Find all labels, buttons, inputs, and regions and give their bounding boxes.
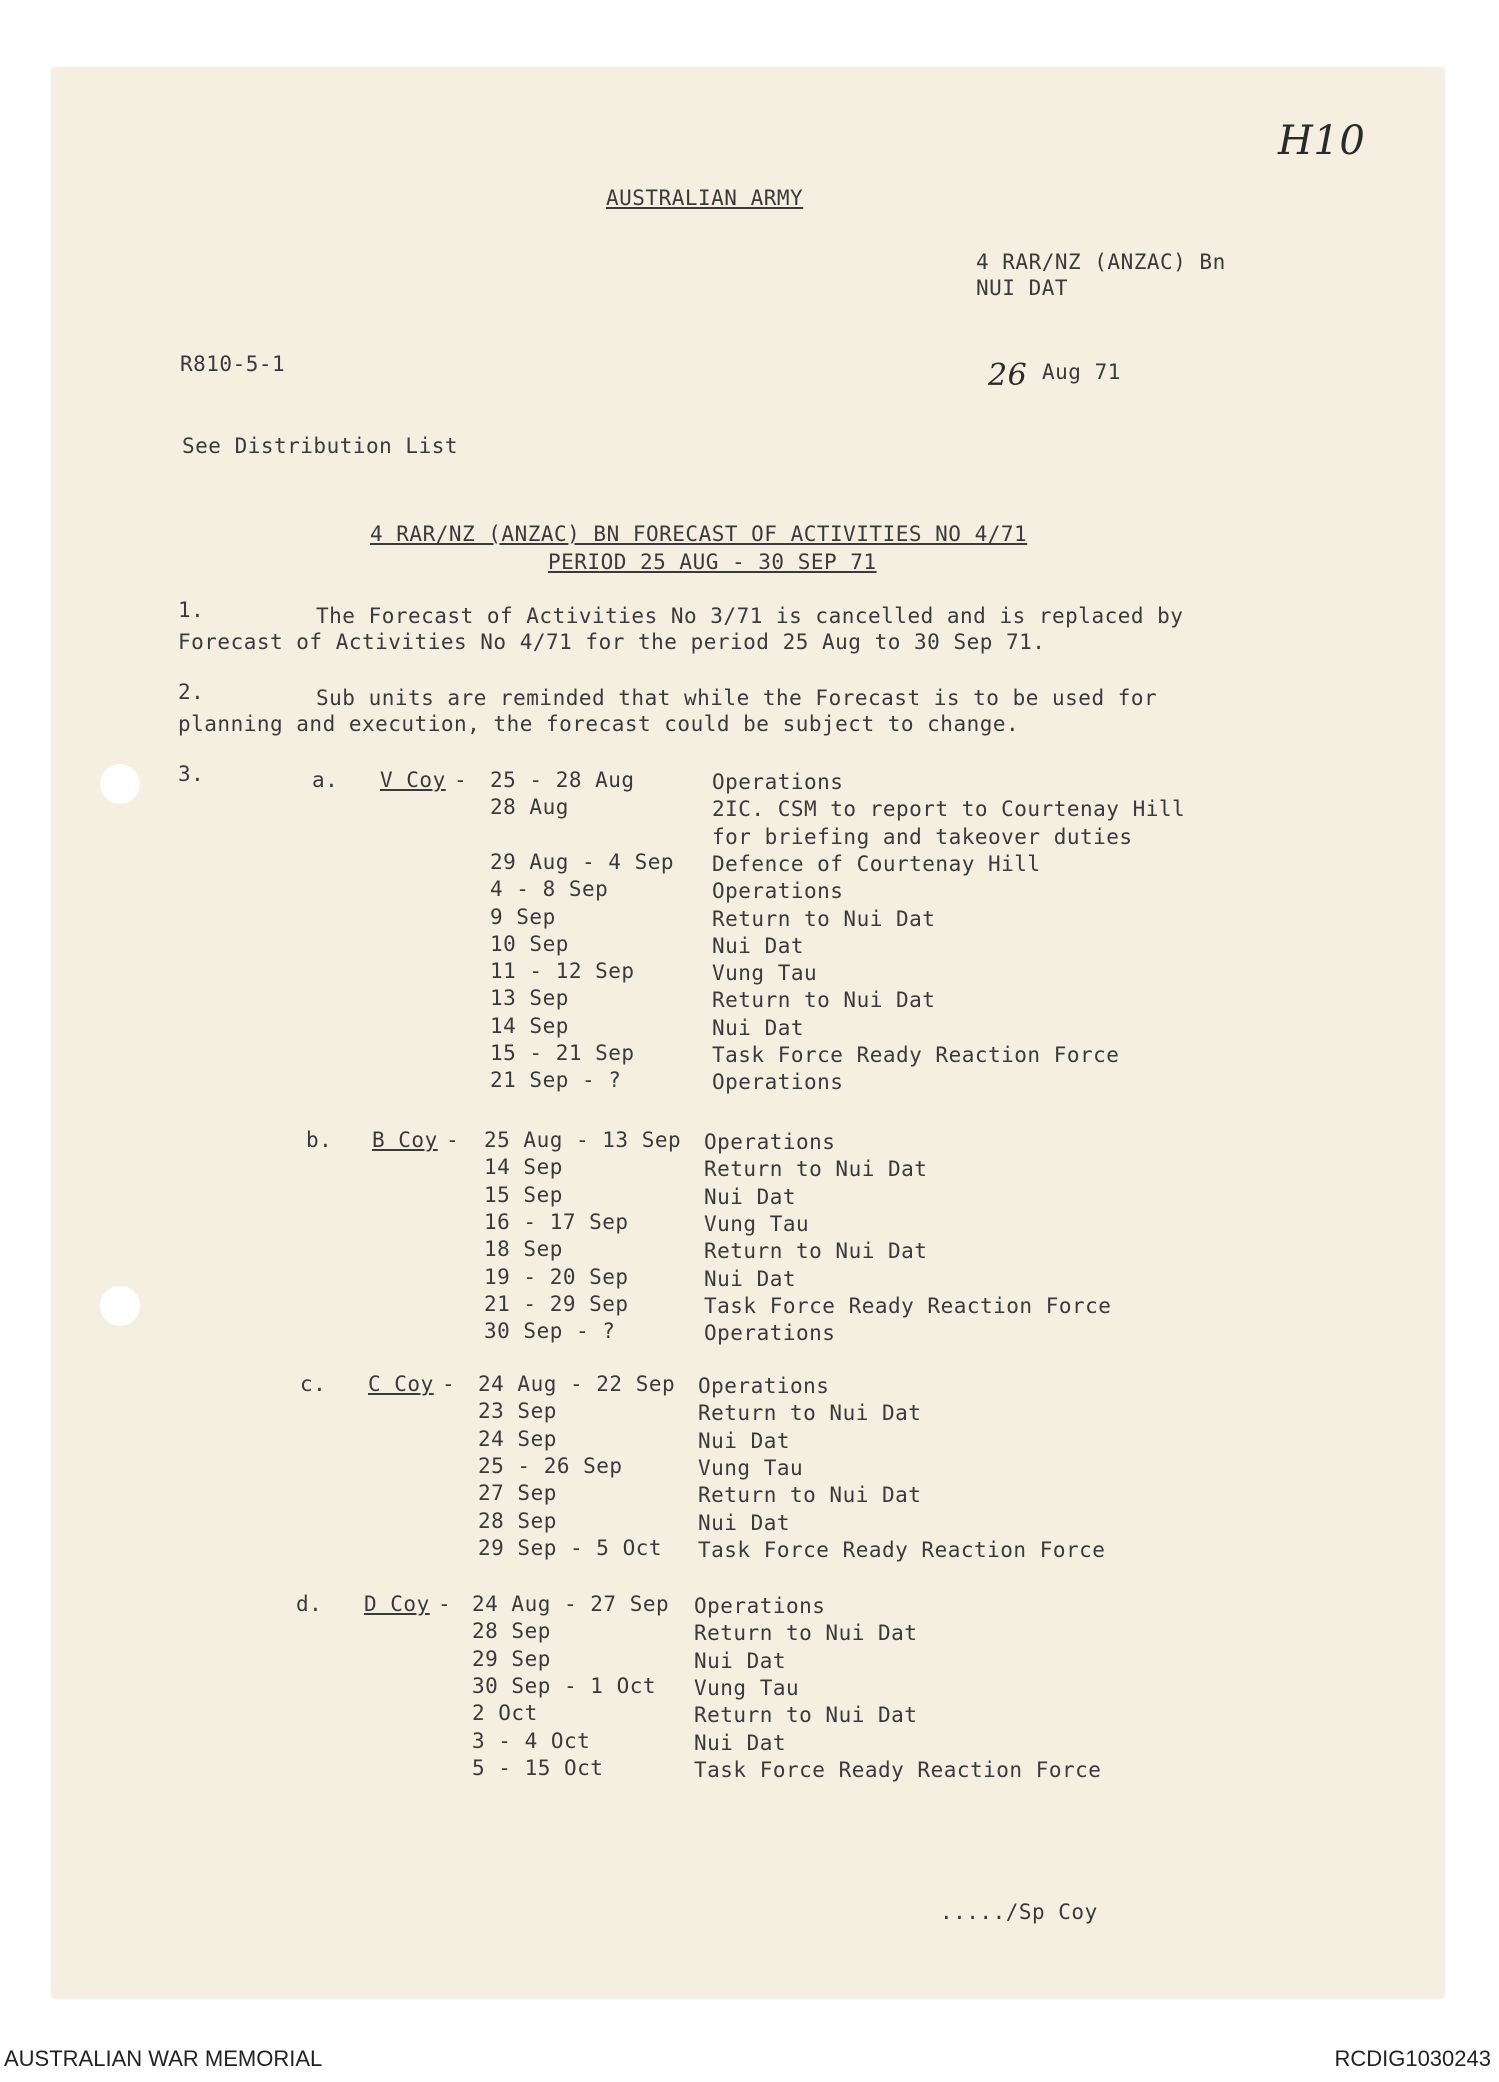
handwritten-reference: H10: [1278, 118, 1366, 164]
schedule-activity: Nui Dat: [694, 1731, 787, 1755]
schedule-activity: Vung Tau: [698, 1456, 804, 1480]
schedule-dates: 24 Sep: [478, 1427, 557, 1451]
schedule-activity: Nui Dat: [704, 1185, 797, 1209]
schedule-dates: 19 - 20 Sep: [484, 1265, 629, 1289]
schedule-dates: 5 - 15 Oct: [472, 1756, 604, 1780]
schedule-dates: 24 Aug - 27 Sep: [472, 1592, 670, 1616]
company-name: B Coy: [372, 1128, 438, 1152]
schedule-activity: Nui Dat: [712, 934, 805, 958]
schedule-activity: Operations: [704, 1321, 836, 1345]
schedule-activity: Nui Dat: [698, 1511, 791, 1535]
schedule-activity: Return to Nui Dat: [694, 1703, 918, 1727]
separator-dash: -: [442, 1372, 456, 1396]
paragraph-line: Forecast of Activities No 4/71 for the period 25 Aug to 30 Sep 71.: [178, 630, 1046, 654]
schedule-dates: 9 Sep: [490, 905, 556, 929]
schedule-activity: Nui Dat: [698, 1429, 791, 1453]
schedule-dates: 25 Aug - 13 Sep: [484, 1128, 682, 1152]
schedule-dates: 3 - 4 Oct: [472, 1729, 591, 1753]
document-period: PERIOD 25 AUG - 30 SEP 71: [548, 550, 877, 574]
schedule-activity: for briefing and takeover duties: [712, 825, 1133, 849]
schedule-activity: Operations: [704, 1130, 836, 1154]
schedule-activity: Vung Tau: [712, 961, 818, 985]
schedule-dates: 14 Sep: [490, 1014, 569, 1038]
org-header: AUSTRALIAN ARMY: [606, 186, 804, 210]
schedule-activity: Vung Tau: [694, 1676, 800, 1700]
date-month-year: Aug 71: [1042, 360, 1121, 384]
schedule-dates: 25 - 28 Aug: [490, 768, 635, 792]
schedule-dates: 21 Sep - ?: [490, 1068, 622, 1092]
schedule-dates: 18 Sep: [484, 1237, 563, 1261]
company-name: D Coy: [364, 1592, 430, 1616]
unit-line2: NUI DAT: [976, 276, 1069, 300]
schedule-dates: 25 - 26 Sep: [478, 1454, 623, 1478]
punch-hole: [100, 764, 140, 804]
footer-right: RCDIG1030243: [1334, 2046, 1491, 2071]
footer-left: AUSTRALIAN WAR MEMORIAL: [4, 2046, 323, 2071]
paragraph-line: Sub units are reminded that while the Forecast is to be used for: [316, 686, 1158, 710]
schedule-activity: Return to Nui Dat: [704, 1239, 928, 1263]
schedule-dates: 28 Sep: [472, 1619, 551, 1643]
schedule-activity: Return to Nui Dat: [704, 1157, 928, 1181]
schedule-activity: Nui Dat: [694, 1649, 787, 1673]
schedule-activity: Defence of Courtenay Hill: [712, 852, 1041, 876]
schedule-activity: Operations: [712, 1070, 844, 1094]
paragraph-number: 1.: [178, 598, 205, 622]
schedule-dates: 10 Sep: [490, 932, 569, 956]
continuation-note: ...../Sp Coy: [940, 1900, 1098, 1924]
schedule-dates: 23 Sep: [478, 1399, 557, 1423]
schedule-dates: 27 Sep: [478, 1481, 557, 1505]
schedule-activity: Operations: [698, 1374, 830, 1398]
schedule-dates: 28 Aug: [490, 795, 569, 819]
schedule-activity: Nui Dat: [712, 1016, 805, 1040]
schedule-activity: Return to Nui Dat: [698, 1483, 922, 1507]
unit-line1: 4 RAR/NZ (ANZAC) Bn: [976, 250, 1226, 274]
schedule-dates: 29 Sep - 5 Oct: [478, 1536, 663, 1560]
file-reference: R810-5-1: [180, 352, 286, 376]
schedule-dates: 24 Aug - 22 Sep: [478, 1372, 676, 1396]
schedule-dates: 4 - 8 Sep: [490, 877, 609, 901]
date-day-handwritten: 26: [988, 358, 1028, 393]
schedule-dates: 13 Sep: [490, 986, 569, 1010]
separator-dash: -: [438, 1592, 452, 1616]
schedule-activity: Return to Nui Dat: [712, 988, 936, 1012]
document-title: 4 RAR/NZ (ANZAC) BN FORECAST OF ACTIVITIES NO 4/71: [370, 522, 1028, 546]
schedule-dates: 14 Sep: [484, 1155, 563, 1179]
schedule-dates: 29 Sep: [472, 1647, 551, 1671]
company-name: C Coy: [368, 1372, 434, 1396]
paragraph-number: 2.: [178, 680, 205, 704]
schedule-activity: Nui Dat: [704, 1267, 797, 1291]
schedule-activity: Task Force Ready Reaction Force: [712, 1043, 1120, 1067]
schedule-dates: 11 - 12 Sep: [490, 959, 635, 983]
company-name: V Coy: [380, 768, 446, 792]
section-letter: a.: [312, 768, 339, 792]
schedule-activity: Task Force Ready Reaction Force: [698, 1538, 1106, 1562]
schedule-activity: Return to Nui Dat: [698, 1401, 922, 1425]
schedule-dates: 16 - 17 Sep: [484, 1210, 629, 1234]
schedule-dates: 15 Sep: [484, 1183, 563, 1207]
section-letter: d.: [296, 1592, 323, 1616]
schedule-activity: Operations: [694, 1594, 826, 1618]
schedule-activity: Task Force Ready Reaction Force: [694, 1758, 1102, 1782]
addressee: See Distribution List: [182, 434, 459, 458]
paragraph-3-number: 3.: [178, 762, 205, 786]
paragraph-line: planning and execution, the forecast could be subject to change.: [178, 712, 1020, 736]
punch-hole: [100, 1286, 140, 1326]
schedule-dates: 15 - 21 Sep: [490, 1041, 635, 1065]
schedule-dates: 29 Aug - 4 Sep: [490, 850, 675, 874]
section-letter: c.: [300, 1372, 327, 1396]
schedule-activity: Return to Nui Dat: [712, 907, 936, 931]
paragraph-line: The Forecast of Activities No 3/71 is cancelled and is replaced by: [316, 604, 1184, 628]
schedule-dates: 2 Oct: [472, 1701, 538, 1725]
schedule-activity: Return to Nui Dat: [694, 1621, 918, 1645]
schedule-activity: Vung Tau: [704, 1212, 810, 1236]
schedule-dates: 30 Sep - 1 Oct: [472, 1674, 657, 1698]
schedule-dates: 28 Sep: [478, 1509, 557, 1533]
schedule-activity: 2IC. CSM to report to Courtenay Hill: [712, 797, 1186, 821]
separator-dash: -: [454, 768, 468, 792]
section-letter: b.: [306, 1128, 333, 1152]
separator-dash: -: [446, 1128, 460, 1152]
schedule-dates: 21 - 29 Sep: [484, 1292, 629, 1316]
schedule-dates: 30 Sep - ?: [484, 1319, 616, 1343]
schedule-activity: Task Force Ready Reaction Force: [704, 1294, 1112, 1318]
schedule-activity: Operations: [712, 879, 844, 903]
schedule-activity: Operations: [712, 770, 844, 794]
